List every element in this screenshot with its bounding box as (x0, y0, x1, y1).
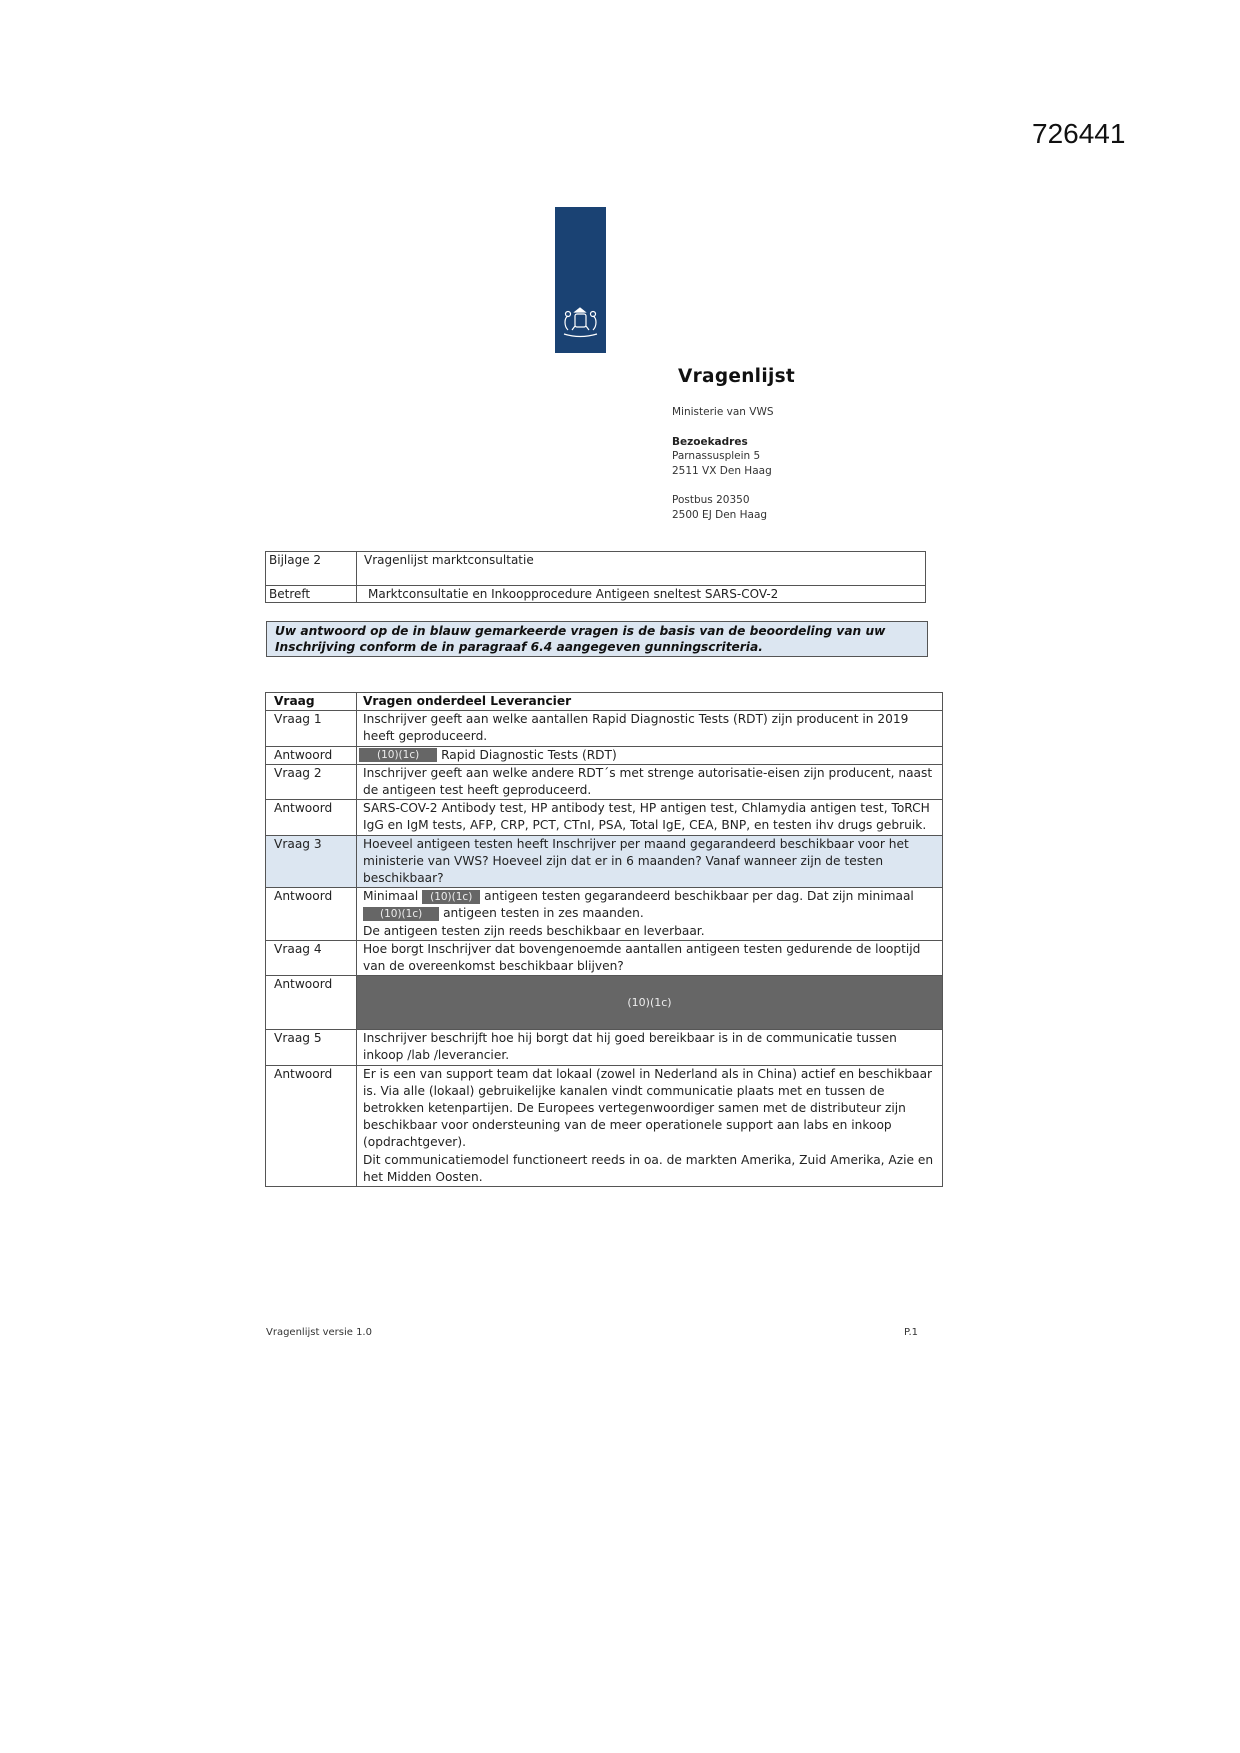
table-row (266, 1030, 943, 1065)
coat-of-arms-icon (558, 302, 603, 342)
questions-table (265, 692, 943, 1187)
column-header: Vragen onderdeel Leverancier (357, 693, 943, 711)
question-label: Vraag 5 (266, 1030, 357, 1065)
notice-box: Uw antwoord op de in blauw gemarkeerde vragen is de basis van de beoordeling van uw Inschrijving conform de in paragraaf 6.4 aangegeven gunningscriteria. (266, 621, 928, 657)
column-header: Vraag (266, 693, 357, 711)
question-label: Vraag 2 (266, 764, 357, 799)
footer-page-number: P.1 (904, 1327, 919, 1338)
answer-label: Antwoord (266, 888, 357, 941)
answer-label: Antwoord (266, 746, 357, 764)
question-text: Inschrijver geeft aan welke andere RDT´s met strenge autorisatie-eisen zijn producent, naast de antigeen test heeft geproduceerd. (357, 764, 943, 799)
meta-value: Marktconsultatie en Inkoopprocedure Antigeen sneltest SARS-COV-2 (357, 586, 926, 603)
question-text: Inschrijver beschrijft hoe hij borgt dat hij goed bereikbaar is in de communicatie tussen inkoop /lab /leverancier. (357, 1030, 943, 1065)
meta-key: Bijlage 2 (266, 552, 357, 586)
answer-cell (357, 746, 943, 764)
answer-text: Minimaal (363, 889, 419, 904)
table-row (266, 746, 943, 764)
meta-table (265, 551, 926, 603)
question-text: Hoe borgt Inschrijver dat bovengenoemde aantallen antigeen testen gedurende de looptijd van de overeenkomst beschikbaar blijven? (357, 940, 943, 975)
question-label: Vraag 3 (266, 835, 357, 888)
answer-text: Er is een van support team dat lokaal (zowel in Nederland als in China) actief en beschikbaar is. Via alle (lokaal) gebruikelijke kanalen vindt communicatie plaats met en tussen de betrokken ketenpartijen. De Europees vertegenwoordiger samen met de distributeur zijn beschikbaar voor ondersteuning van de meer operationele support aan labs en inkoop (opdrachtgever). (363, 1066, 933, 1150)
meta-value: Vragenlijst marktconsultatie (357, 552, 926, 586)
redaction-mark: (10)(1c) (359, 748, 437, 762)
postbus: Postbus 20350 (672, 494, 750, 506)
ministry-name: Ministerie van VWS (672, 406, 774, 418)
table-row (266, 940, 943, 975)
table-row (266, 976, 943, 1030)
visit-address-label: Bezoekadres (672, 435, 748, 448)
visit-street: Parnassusplein 5 (672, 450, 761, 462)
question-text: Hoeveel antigeen testen heeft Inschrijver per maand gegarandeerd beschikbaar voor het ministerie van VWS? Hoeveel zijn dat er in 6 maanden? Vanaf wanneer zijn de testen beschikbaar? (357, 835, 943, 888)
document-number: 726441 (1032, 118, 1126, 149)
answer-text: antigeen testen gegarandeerd beschikbaar per dag. Dat zijn minimaal (484, 889, 914, 904)
address-block (672, 405, 892, 522)
meta-key: Betreft (266, 586, 357, 603)
visit-city: 2511 VX Den Haag (672, 464, 772, 477)
answer-cell (357, 1065, 943, 1186)
table-row (266, 888, 943, 941)
table-row (266, 1065, 943, 1186)
answer-text: De antigeen testen zijn reeds beschikbaar en leverbaar. (363, 923, 705, 938)
table-row (266, 711, 943, 746)
redaction-mark: (10)(1c) (422, 890, 480, 904)
redaction-mark: (10)(1c) (363, 907, 439, 921)
answer-text: Dit communicatiemodel functioneert reeds in oa. de markten Amerika, Zuid Amerika, Azie en het Midden Oosten. (363, 1152, 934, 1184)
page-title: Vragenlijst (678, 366, 796, 387)
question-label: Vraag 4 (266, 940, 357, 975)
answer-text: Rapid Diagnostic Tests (RDT) (441, 747, 617, 762)
table-row (266, 835, 943, 888)
table-row (266, 764, 943, 799)
post-city: 2500 EJ Den Haag (672, 508, 768, 521)
answer-text: antigeen testen in zes maanden. (443, 906, 644, 921)
rijksoverheid-logo (555, 207, 606, 353)
question-text: Inschrijver geeft aan welke aantallen Rapid Diagnostic Tests (RDT) zijn producent in 2019 heeft geproduceerd. (357, 711, 943, 746)
table-row (266, 800, 943, 835)
redacted-answer (357, 976, 943, 1030)
question-label: Vraag 1 (266, 711, 357, 746)
footer-version: Vragenlijst versie 1.0 (266, 1327, 372, 1338)
answer-label: Antwoord (266, 800, 357, 835)
answer-label: Antwoord (266, 1065, 357, 1186)
redaction-mark: (10)(1c) (627, 996, 672, 1010)
answer-text: SARS-COV-2 Antibody test, HP antibody test, HP antigen test, Chlamydia antigen test, ToRCH IgG en IgM tests, AFP, CRP, PCT, CTnI, PSA, Total IgE, CEA, BNP, en testen ihv drugs gebruik. (357, 800, 943, 835)
answer-cell (357, 888, 943, 941)
answer-label: Antwoord (266, 976, 357, 1030)
table-header-row (266, 693, 943, 711)
